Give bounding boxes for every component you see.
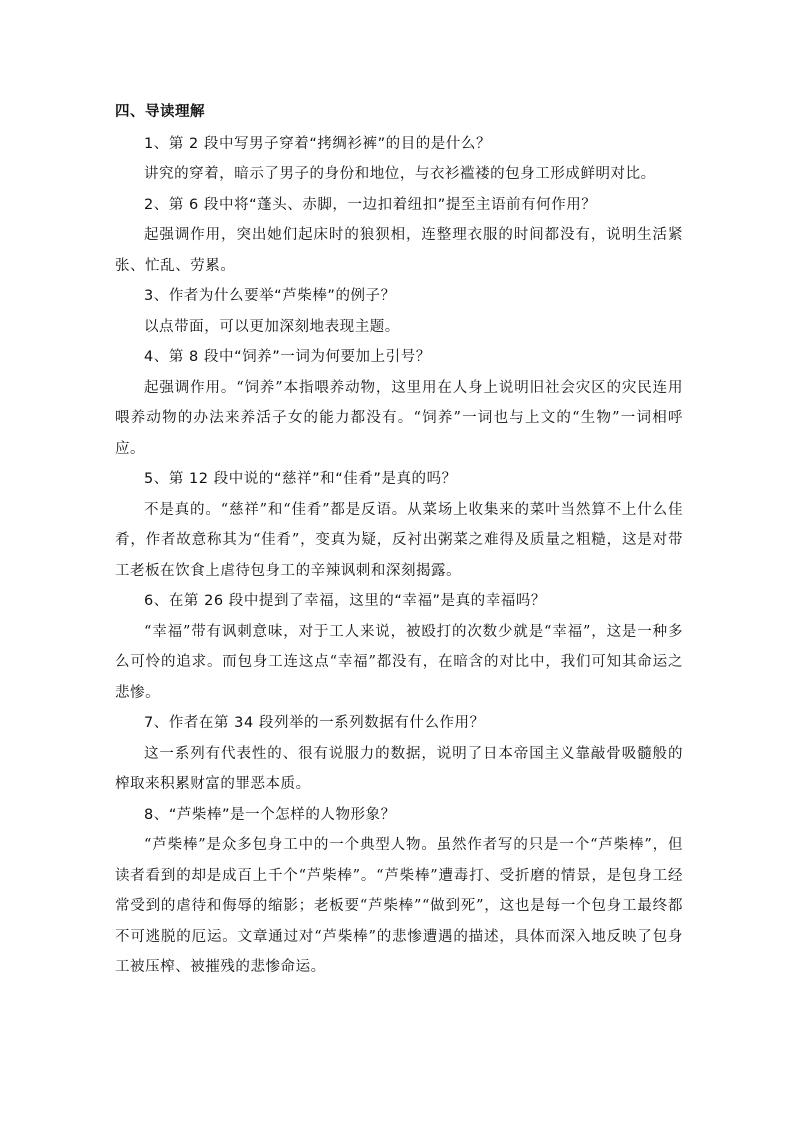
question-2: 2、第 6 段中将“蓬头、赤脚，一边扣着纽扣”提至主语前有何作用？: [144, 196, 597, 213]
question-5: 5、第 12 段中说的“慈祥”和“佳肴”是真的吗？: [144, 471, 457, 487]
answer-5: 不是真的。“慈祥”和“佳肴”都是反语。从菜场上收集来的菜叶当然算不上什么佳肴，作者故意称其为“佳肴”，变真为疑，反衬出粥菜之难得及质量之粗糙，这是对带工老板在饮食上虐待包身工的辛辣讽刺和深刻揭露。: [115, 501, 683, 579]
answer-1: 讲究的穿着，暗示了男子的身份和地位，与衣衫褴褛的包身工形成鲜明对比。: [144, 166, 656, 182]
question-3: 3、作者为什么要举“芦柴棒”的例子？: [144, 288, 396, 304]
answer-7: 这一系列有代表性的、很有说服力的数据，说明了日本帝国主义靠敲骨吸髓般的榨取来积累财富的罪恶本质。: [115, 745, 683, 792]
answer-6: “幸福”带有讽刺意味，对于工人来说，被殴打的次数少就是“幸福”，这是一种多么可怜的追求。而包身工连这点“幸福”都没有，在暗含的对比中，我们可知其命运之悲惨。: [115, 623, 683, 701]
question-1: 1、第 2 段中写男子穿着“拷绸衫裤”的目的是什么？: [144, 135, 491, 152]
answer-2: 起强调作用，突出她们起床时的狼狈相，连整理衣服的时间都没有，说明生活紧张、忙乱、劳累。: [115, 227, 683, 274]
answer-8: “芦柴棒”是众多包身工中的一个典型人物。虽然作者写的只是一个“芦柴棒”，但读者看到的却是成百上千个“芦柴棒”。“芦柴棒”遭毒打、受折磨的情景，是包身工经常受到的虐待和侮辱的缩影；老板要“芦柴棒”“做到死”，这也是每一个包身工最终都不可逃脱的厄运。文章通过对“芦柴棒”的悲惨遭遇的描述，具体而深入地反映了包身工被压榨、被摧残的悲惨命运。: [115, 837, 683, 975]
reading-comprehension-section: [115, 98, 683, 983]
question-8: 8、“芦柴棒”是一个怎样的人物形象？: [144, 806, 396, 823]
answer-3: 以点带面，可以更加深刻地表现主题。: [144, 318, 400, 335]
section-title: 四、导读理解: [115, 104, 205, 120]
question-7: 7、作者在第 34 段列举的一系列数据有什么作用？: [144, 715, 485, 731]
question-4: 4、第 8 段中“饲养”一词为何要加上引号？: [144, 349, 431, 365]
answer-4: 起强调作用。“饲养”本指喂养动物，这里用在人身上说明旧社会灾区的灾民连用喂养动物的办法来养活子女的能力都没有。“饲养”一词也与上文的“生物”一词相呼应。: [115, 379, 683, 457]
question-6: 6、在第 26 段中提到了幸福，这里的“幸福”是真的幸福吗？: [144, 593, 546, 609]
